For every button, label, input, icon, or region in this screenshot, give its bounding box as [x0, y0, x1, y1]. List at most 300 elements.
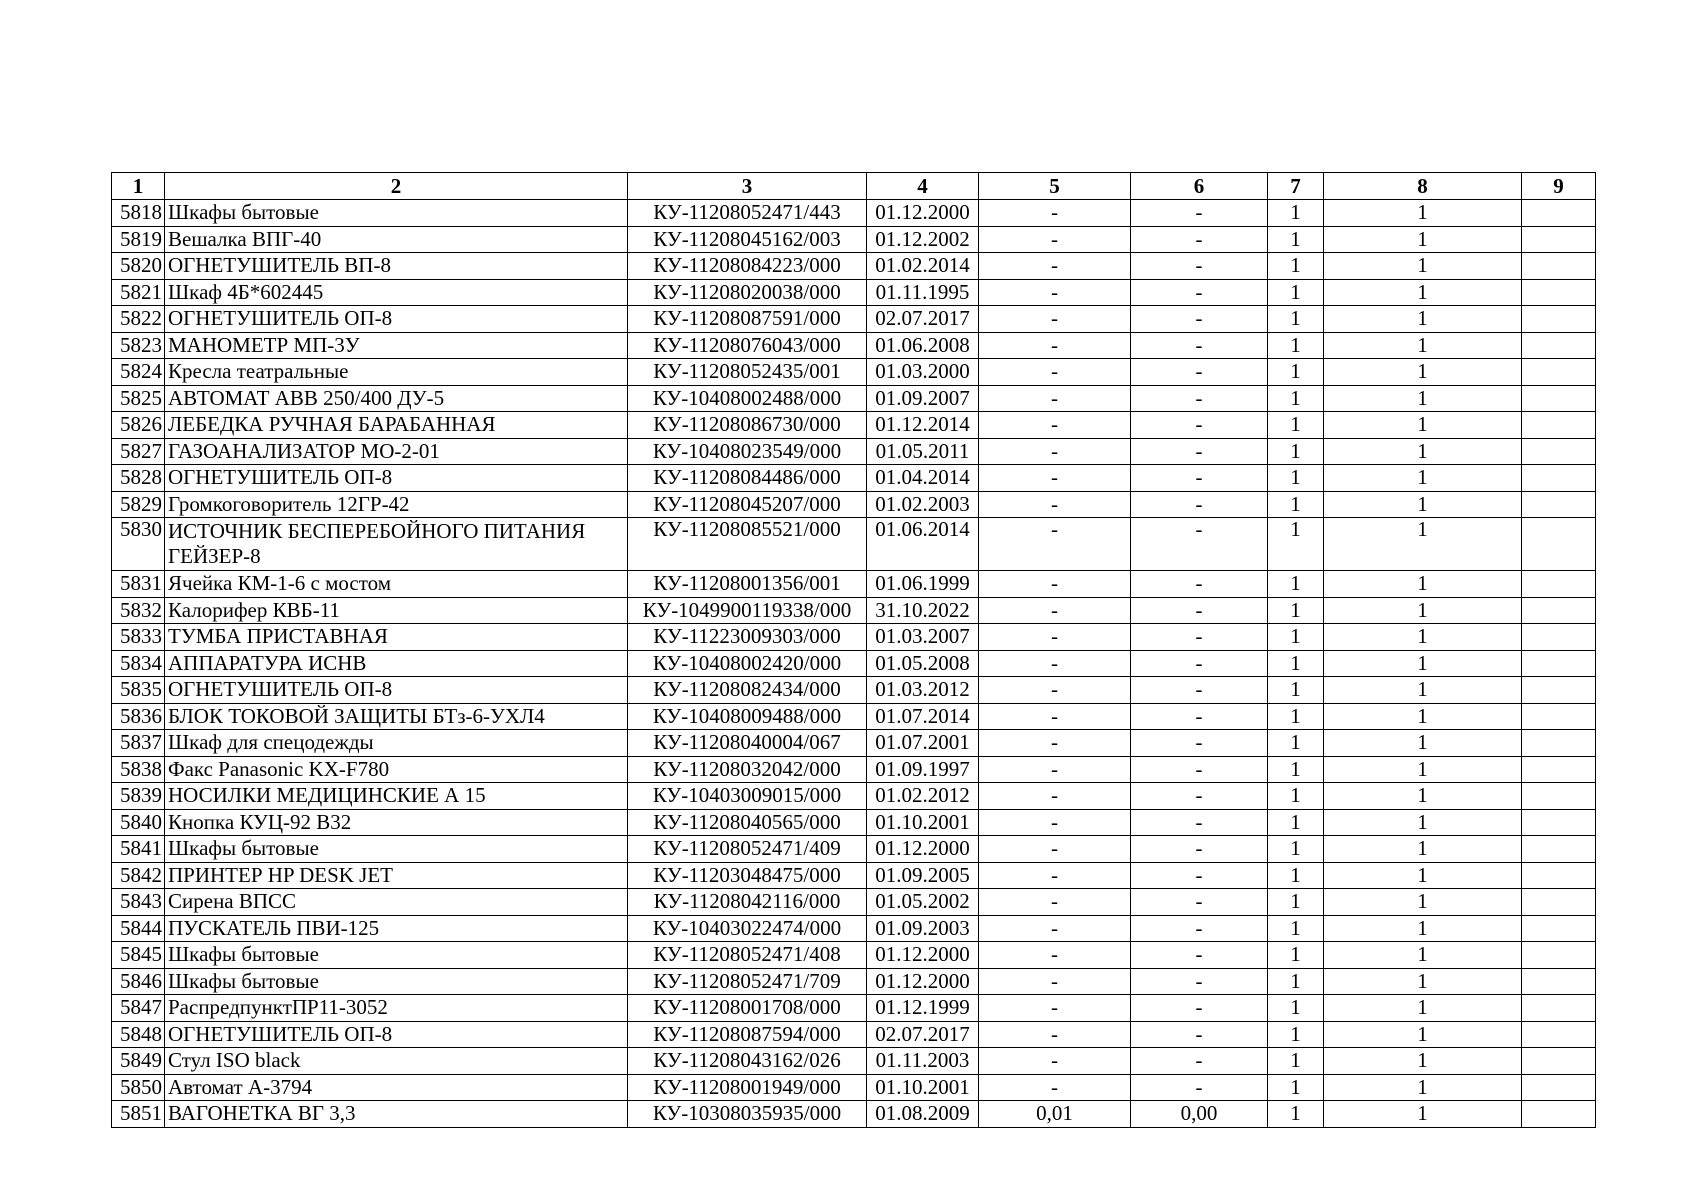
cell-value-6: -: [1131, 942, 1268, 969]
cell-value-8: 1: [1324, 783, 1522, 810]
table-row: [112, 200, 1596, 227]
cell-value-6: -: [1131, 650, 1268, 677]
cell-value-8: 1: [1324, 385, 1522, 412]
cell-value-5: -: [979, 412, 1131, 439]
cell-value-8: 1: [1324, 306, 1522, 333]
cell-value-6: -: [1131, 597, 1268, 624]
table-row: [112, 385, 1596, 412]
cell-inventory-code: КУ-10403009015/000: [628, 783, 867, 810]
table-row: [112, 756, 1596, 783]
cell-date: 01.12.2014: [867, 412, 979, 439]
cell-inventory-code: КУ-11208052471/409: [628, 836, 867, 863]
cell-row-number: 5845: [112, 942, 165, 969]
cell-item-name: ПУСКАТЕЛЬ ПВИ-125: [165, 915, 628, 942]
cell-value-7: 1: [1268, 279, 1324, 306]
cell-date: 02.07.2017: [867, 1021, 979, 1048]
cell-row-number: 5834: [112, 650, 165, 677]
cell-date: 01.02.2012: [867, 783, 979, 810]
cell-value-5: -: [979, 571, 1131, 598]
cell-value-8: 1: [1324, 995, 1522, 1022]
cell-inventory-code: КУ-11208085521/000: [628, 518, 867, 571]
cell-value-8: 1: [1324, 597, 1522, 624]
cell-value-5: -: [979, 756, 1131, 783]
cell-inventory-code: КУ-1049900119338/000: [628, 597, 867, 624]
cell-inventory-code: КУ-10403022474/000: [628, 915, 867, 942]
cell-value-5: -: [979, 677, 1131, 704]
cell-value-6: -: [1131, 889, 1268, 916]
cell-inventory-code: КУ-11208084223/000: [628, 253, 867, 280]
cell-value-7: 1: [1268, 809, 1324, 836]
cell-item-name: Автомат А-3794: [165, 1074, 628, 1101]
cell-value-9: [1522, 995, 1596, 1022]
cell-date: 01.05.2008: [867, 650, 979, 677]
cell-date: 01.06.2008: [867, 332, 979, 359]
cell-value-9: [1522, 942, 1596, 969]
table-row: [112, 783, 1596, 810]
cell-row-number: 5838: [112, 756, 165, 783]
cell-row-number: 5846: [112, 968, 165, 995]
cell-value-8: 1: [1324, 862, 1522, 889]
table-row: [112, 226, 1596, 253]
cell-item-name: ОГНЕТУШИТЕЛЬ ОП-8: [165, 306, 628, 333]
cell-value-8: 1: [1324, 624, 1522, 651]
column-header-7: 7: [1268, 173, 1324, 200]
cell-row-number: 5850: [112, 1074, 165, 1101]
cell-date: 01.04.2014: [867, 465, 979, 492]
cell-value-7: 1: [1268, 995, 1324, 1022]
cell-value-8: 1: [1324, 809, 1522, 836]
cell-value-9: [1522, 491, 1596, 518]
cell-value-6: -: [1131, 1074, 1268, 1101]
cell-value-7: 1: [1268, 1048, 1324, 1075]
cell-item-name: АВТОМАТ АВВ 250/400 ДУ-5: [165, 385, 628, 412]
cell-date: 01.10.2001: [867, 1074, 979, 1101]
cell-item-name: ОГНЕТУШИТЕЛЬ ОП-8: [165, 1021, 628, 1048]
table-row: [112, 279, 1596, 306]
cell-value-5: -: [979, 226, 1131, 253]
cell-value-6: -: [1131, 306, 1268, 333]
column-header-9: 9: [1522, 173, 1596, 200]
cell-value-7: 1: [1268, 650, 1324, 677]
cell-item-name: ЛЕБЕДКА РУЧНАЯ БАРАБАННАЯ: [165, 412, 628, 439]
cell-date: 01.09.2005: [867, 862, 979, 889]
cell-value-8: 1: [1324, 1101, 1522, 1128]
cell-date: 01.09.2003: [867, 915, 979, 942]
cell-value-7: 1: [1268, 465, 1324, 492]
cell-value-6: -: [1131, 200, 1268, 227]
cell-value-7: 1: [1268, 1021, 1324, 1048]
cell-value-5: -: [979, 253, 1131, 280]
column-header-1: 1: [112, 173, 165, 200]
cell-value-6: -: [1131, 465, 1268, 492]
cell-value-8: 1: [1324, 279, 1522, 306]
cell-value-7: 1: [1268, 412, 1324, 439]
cell-inventory-code: КУ-11208042116/000: [628, 889, 867, 916]
table-row: [112, 1021, 1596, 1048]
cell-value-8: 1: [1324, 1021, 1522, 1048]
cell-date: 01.11.2003: [867, 1048, 979, 1075]
cell-row-number: 5821: [112, 279, 165, 306]
cell-inventory-code: КУ-11208052471/408: [628, 942, 867, 969]
cell-inventory-code: КУ-11223009303/000: [628, 624, 867, 651]
cell-inventory-code: КУ-11208001708/000: [628, 995, 867, 1022]
cell-value-6: -: [1131, 1048, 1268, 1075]
cell-item-name: БЛОК ТОКОВОЙ ЗАЩИТЫ БТз-6-УХЛ4: [165, 703, 628, 730]
cell-value-8: 1: [1324, 730, 1522, 757]
column-header-8: 8: [1324, 173, 1522, 200]
table-row: [112, 624, 1596, 651]
cell-value-5: -: [979, 915, 1131, 942]
cell-inventory-code: КУ-11208082434/000: [628, 677, 867, 704]
cell-value-9: [1522, 1101, 1596, 1128]
cell-item-name: АППАРАТУРА ИСНВ: [165, 650, 628, 677]
cell-row-number: 5836: [112, 703, 165, 730]
cell-value-7: 1: [1268, 836, 1324, 863]
cell-row-number: 5833: [112, 624, 165, 651]
column-header-3: 3: [628, 173, 867, 200]
cell-value-5: -: [979, 438, 1131, 465]
cell-value-6: -: [1131, 624, 1268, 651]
cell-date: 01.12.2000: [867, 836, 979, 863]
cell-value-6: -: [1131, 571, 1268, 598]
cell-inventory-code: КУ-11208043162/026: [628, 1048, 867, 1075]
cell-value-9: [1522, 226, 1596, 253]
cell-value-5: -: [979, 518, 1131, 571]
table-row: [112, 995, 1596, 1022]
cell-value-6: -: [1131, 915, 1268, 942]
cell-value-7: 1: [1268, 730, 1324, 757]
cell-value-5: -: [979, 1048, 1131, 1075]
cell-value-7: 1: [1268, 571, 1324, 598]
cell-row-number: 5819: [112, 226, 165, 253]
cell-value-6: -: [1131, 438, 1268, 465]
cell-value-9: [1522, 518, 1596, 571]
cell-value-5: -: [979, 942, 1131, 969]
cell-inventory-code: КУ-11208001949/000: [628, 1074, 867, 1101]
cell-item-name: ОГНЕТУШИТЕЛЬ ВП-8: [165, 253, 628, 280]
cell-item-name: ГАЗОАНАЛИЗАТОР МО-2-01: [165, 438, 628, 465]
cell-inventory-code: КУ-10408002420/000: [628, 650, 867, 677]
table-row: [112, 1048, 1596, 1075]
cell-date: 01.12.1999: [867, 995, 979, 1022]
cell-item-name: НОСИЛКИ МЕДИЦИНСКИЕ А 15: [165, 783, 628, 810]
cell-value-7: 1: [1268, 915, 1324, 942]
column-header-4: 4: [867, 173, 979, 200]
cell-value-5: -: [979, 1074, 1131, 1101]
cell-value-5: -: [979, 359, 1131, 386]
cell-value-7: 1: [1268, 385, 1324, 412]
cell-value-9: [1522, 571, 1596, 598]
cell-value-5: -: [979, 730, 1131, 757]
cell-value-8: 1: [1324, 332, 1522, 359]
cell-inventory-code: КУ-11208001356/001: [628, 571, 867, 598]
table-row: [112, 836, 1596, 863]
cell-date: 01.12.2000: [867, 942, 979, 969]
cell-row-number: 5837: [112, 730, 165, 757]
cell-value-5: -: [979, 332, 1131, 359]
table-row: [112, 412, 1596, 439]
cell-row-number: 5822: [112, 306, 165, 333]
cell-item-name: ПРИНТЕР HP DESK JET: [165, 862, 628, 889]
cell-value-6: 0,00: [1131, 1101, 1268, 1128]
cell-value-6: -: [1131, 359, 1268, 386]
cell-value-6: -: [1131, 677, 1268, 704]
cell-value-5: -: [979, 968, 1131, 995]
cell-value-8: 1: [1324, 1048, 1522, 1075]
cell-value-8: 1: [1324, 1074, 1522, 1101]
table-row: [112, 359, 1596, 386]
cell-value-9: [1522, 915, 1596, 942]
cell-value-7: 1: [1268, 491, 1324, 518]
cell-value-9: [1522, 889, 1596, 916]
cell-date: 01.09.2007: [867, 385, 979, 412]
cell-value-8: 1: [1324, 412, 1522, 439]
cell-value-7: 1: [1268, 968, 1324, 995]
cell-value-9: [1522, 624, 1596, 651]
cell-inventory-code: КУ-11208084486/000: [628, 465, 867, 492]
cell-value-8: 1: [1324, 518, 1522, 571]
cell-row-number: 5841: [112, 836, 165, 863]
cell-value-8: 1: [1324, 571, 1522, 598]
cell-value-9: [1522, 756, 1596, 783]
cell-value-9: [1522, 597, 1596, 624]
cell-value-9: [1522, 465, 1596, 492]
cell-value-9: [1522, 438, 1596, 465]
cell-value-7: 1: [1268, 1074, 1324, 1101]
table-row: [112, 597, 1596, 624]
table-row: [112, 703, 1596, 730]
cell-row-number: 5840: [112, 809, 165, 836]
cell-item-name: Шкафы бытовые: [165, 942, 628, 969]
cell-value-5: -: [979, 650, 1131, 677]
cell-value-6: -: [1131, 968, 1268, 995]
cell-date: 01.02.2014: [867, 253, 979, 280]
cell-value-6: -: [1131, 253, 1268, 280]
cell-value-8: 1: [1324, 836, 1522, 863]
cell-value-7: 1: [1268, 1101, 1324, 1128]
cell-value-9: [1522, 809, 1596, 836]
cell-date: 01.07.2014: [867, 703, 979, 730]
cell-value-5: -: [979, 200, 1131, 227]
cell-value-5: -: [979, 1021, 1131, 1048]
cell-inventory-code: КУ-11208052471/709: [628, 968, 867, 995]
cell-row-number: 5835: [112, 677, 165, 704]
cell-value-9: [1522, 279, 1596, 306]
cell-value-9: [1522, 730, 1596, 757]
cell-date: 01.03.2000: [867, 359, 979, 386]
cell-value-7: 1: [1268, 703, 1324, 730]
table-row: [112, 571, 1596, 598]
cell-row-number: 5842: [112, 862, 165, 889]
cell-inventory-code: КУ-11208052435/001: [628, 359, 867, 386]
cell-item-name: Кнопка КУЦ-92 В32: [165, 809, 628, 836]
cell-item-name: Шкафы бытовые: [165, 200, 628, 227]
cell-value-8: 1: [1324, 650, 1522, 677]
cell-value-6: -: [1131, 385, 1268, 412]
cell-value-7: 1: [1268, 862, 1324, 889]
cell-value-8: 1: [1324, 756, 1522, 783]
cell-value-6: -: [1131, 809, 1268, 836]
cell-row-number: 5843: [112, 889, 165, 916]
cell-value-8: 1: [1324, 438, 1522, 465]
cell-row-number: 5848: [112, 1021, 165, 1048]
cell-row-number: 5849: [112, 1048, 165, 1075]
table-row: [112, 889, 1596, 916]
cell-inventory-code: КУ-11208040004/067: [628, 730, 867, 757]
cell-value-5: -: [979, 862, 1131, 889]
cell-value-8: 1: [1324, 200, 1522, 227]
cell-date: 01.08.2009: [867, 1101, 979, 1128]
table-row: [112, 253, 1596, 280]
cell-value-6: -: [1131, 332, 1268, 359]
cell-date: 01.11.1995: [867, 279, 979, 306]
cell-value-5: -: [979, 465, 1131, 492]
cell-value-6: -: [1131, 995, 1268, 1022]
cell-value-8: 1: [1324, 915, 1522, 942]
cell-inventory-code: КУ-11208052471/443: [628, 200, 867, 227]
cell-inventory-code: КУ-11208087594/000: [628, 1021, 867, 1048]
table-header: [112, 173, 1596, 200]
cell-value-9: [1522, 385, 1596, 412]
cell-value-7: 1: [1268, 518, 1324, 571]
cell-value-9: [1522, 306, 1596, 333]
cell-item-name: Кресла театральные: [165, 359, 628, 386]
table-row: [112, 306, 1596, 333]
cell-value-6: -: [1131, 279, 1268, 306]
cell-value-5: 0,01: [979, 1101, 1131, 1128]
cell-value-6: -: [1131, 730, 1268, 757]
cell-value-5: -: [979, 995, 1131, 1022]
cell-item-name: Стул ISO black: [165, 1048, 628, 1075]
cell-inventory-code: КУ-11208040565/000: [628, 809, 867, 836]
cell-value-8: 1: [1324, 889, 1522, 916]
cell-value-8: 1: [1324, 253, 1522, 280]
cell-value-7: 1: [1268, 597, 1324, 624]
cell-item-name: Вешалка ВПГ-40: [165, 226, 628, 253]
cell-date: 01.09.1997: [867, 756, 979, 783]
cell-date: 01.12.2000: [867, 200, 979, 227]
cell-value-6: -: [1131, 836, 1268, 863]
cell-value-8: 1: [1324, 677, 1522, 704]
cell-row-number: 5823: [112, 332, 165, 359]
column-header-2: 2: [165, 173, 628, 200]
cell-row-number: 5851: [112, 1101, 165, 1128]
cell-item-name: Факс Panasonic KX-F780: [165, 756, 628, 783]
cell-item-name: ОГНЕТУШИТЕЛЬ ОП-8: [165, 465, 628, 492]
cell-inventory-code: КУ-10408009488/000: [628, 703, 867, 730]
table-row: [112, 862, 1596, 889]
cell-value-8: 1: [1324, 703, 1522, 730]
cell-value-5: -: [979, 306, 1131, 333]
cell-value-5: -: [979, 597, 1131, 624]
cell-value-9: [1522, 862, 1596, 889]
cell-value-7: 1: [1268, 677, 1324, 704]
cell-row-number: 5844: [112, 915, 165, 942]
table-row: [112, 650, 1596, 677]
cell-value-9: [1522, 783, 1596, 810]
cell-value-8: 1: [1324, 359, 1522, 386]
cell-item-name: РаспредпунктПР11-3052: [165, 995, 628, 1022]
cell-row-number: 5827: [112, 438, 165, 465]
cell-row-number: 5818: [112, 200, 165, 227]
cell-row-number: 5831: [112, 571, 165, 598]
cell-value-9: [1522, 1048, 1596, 1075]
cell-inventory-code: КУ-11208020038/000: [628, 279, 867, 306]
cell-date: 01.02.2003: [867, 491, 979, 518]
cell-value-6: -: [1131, 783, 1268, 810]
cell-inventory-code: КУ-11208087591/000: [628, 306, 867, 333]
cell-value-7: 1: [1268, 783, 1324, 810]
cell-value-5: -: [979, 624, 1131, 651]
cell-date: 01.07.2001: [867, 730, 979, 757]
cell-value-6: -: [1131, 862, 1268, 889]
cell-date: 01.12.2002: [867, 226, 979, 253]
cell-value-7: 1: [1268, 889, 1324, 916]
table-row: [112, 465, 1596, 492]
cell-inventory-code: КУ-10408002488/000: [628, 385, 867, 412]
cell-item-name: ТУМБА ПРИСТАВНАЯ: [165, 624, 628, 651]
cell-value-7: 1: [1268, 226, 1324, 253]
cell-value-6: -: [1131, 1021, 1268, 1048]
cell-value-9: [1522, 412, 1596, 439]
cell-value-9: [1522, 332, 1596, 359]
cell-value-9: [1522, 1074, 1596, 1101]
cell-value-9: [1522, 968, 1596, 995]
inventory-table: [111, 172, 1596, 1128]
cell-date: 01.03.2012: [867, 677, 979, 704]
cell-item-name: ИСТОЧНИК БЕСПЕРЕБОЙНОГО ПИТАНИЯ ГЕЙЗЕР-8: [165, 518, 628, 571]
cell-value-9: [1522, 677, 1596, 704]
cell-value-7: 1: [1268, 624, 1324, 651]
table-row: [112, 677, 1596, 704]
table-row: [112, 968, 1596, 995]
cell-row-number: 5832: [112, 597, 165, 624]
table-row: [112, 332, 1596, 359]
cell-value-7: 1: [1268, 438, 1324, 465]
cell-row-number: 5820: [112, 253, 165, 280]
cell-row-number: 5830: [112, 518, 165, 571]
table-row: [112, 438, 1596, 465]
cell-item-name: МАНОМЕТР МП-3У: [165, 332, 628, 359]
cell-value-7: 1: [1268, 200, 1324, 227]
column-header-5: 5: [979, 173, 1131, 200]
cell-value-7: 1: [1268, 359, 1324, 386]
table-row: [112, 915, 1596, 942]
cell-inventory-code: КУ-11208076043/000: [628, 332, 867, 359]
cell-value-6: -: [1131, 703, 1268, 730]
cell-inventory-code: КУ-10408023549/000: [628, 438, 867, 465]
cell-inventory-code: КУ-11208032042/000: [628, 756, 867, 783]
cell-row-number: 5825: [112, 385, 165, 412]
cell-value-9: [1522, 253, 1596, 280]
cell-value-7: 1: [1268, 942, 1324, 969]
cell-value-5: -: [979, 279, 1131, 306]
cell-value-7: 1: [1268, 756, 1324, 783]
cell-value-5: -: [979, 783, 1131, 810]
cell-item-name: Громкоговоритель 12ГР-42: [165, 491, 628, 518]
cell-value-6: -: [1131, 491, 1268, 518]
cell-item-name: Шкафы бытовые: [165, 836, 628, 863]
cell-item-name: Сирена ВПСС: [165, 889, 628, 916]
table-row: [112, 1074, 1596, 1101]
cell-date: 31.10.2022: [867, 597, 979, 624]
header-row: [112, 173, 1596, 200]
cell-value-5: -: [979, 889, 1131, 916]
cell-value-7: 1: [1268, 253, 1324, 280]
cell-item-name: Шкаф для спецодежды: [165, 730, 628, 757]
cell-inventory-code: КУ-10308035935/000: [628, 1101, 867, 1128]
cell-row-number: 5828: [112, 465, 165, 492]
